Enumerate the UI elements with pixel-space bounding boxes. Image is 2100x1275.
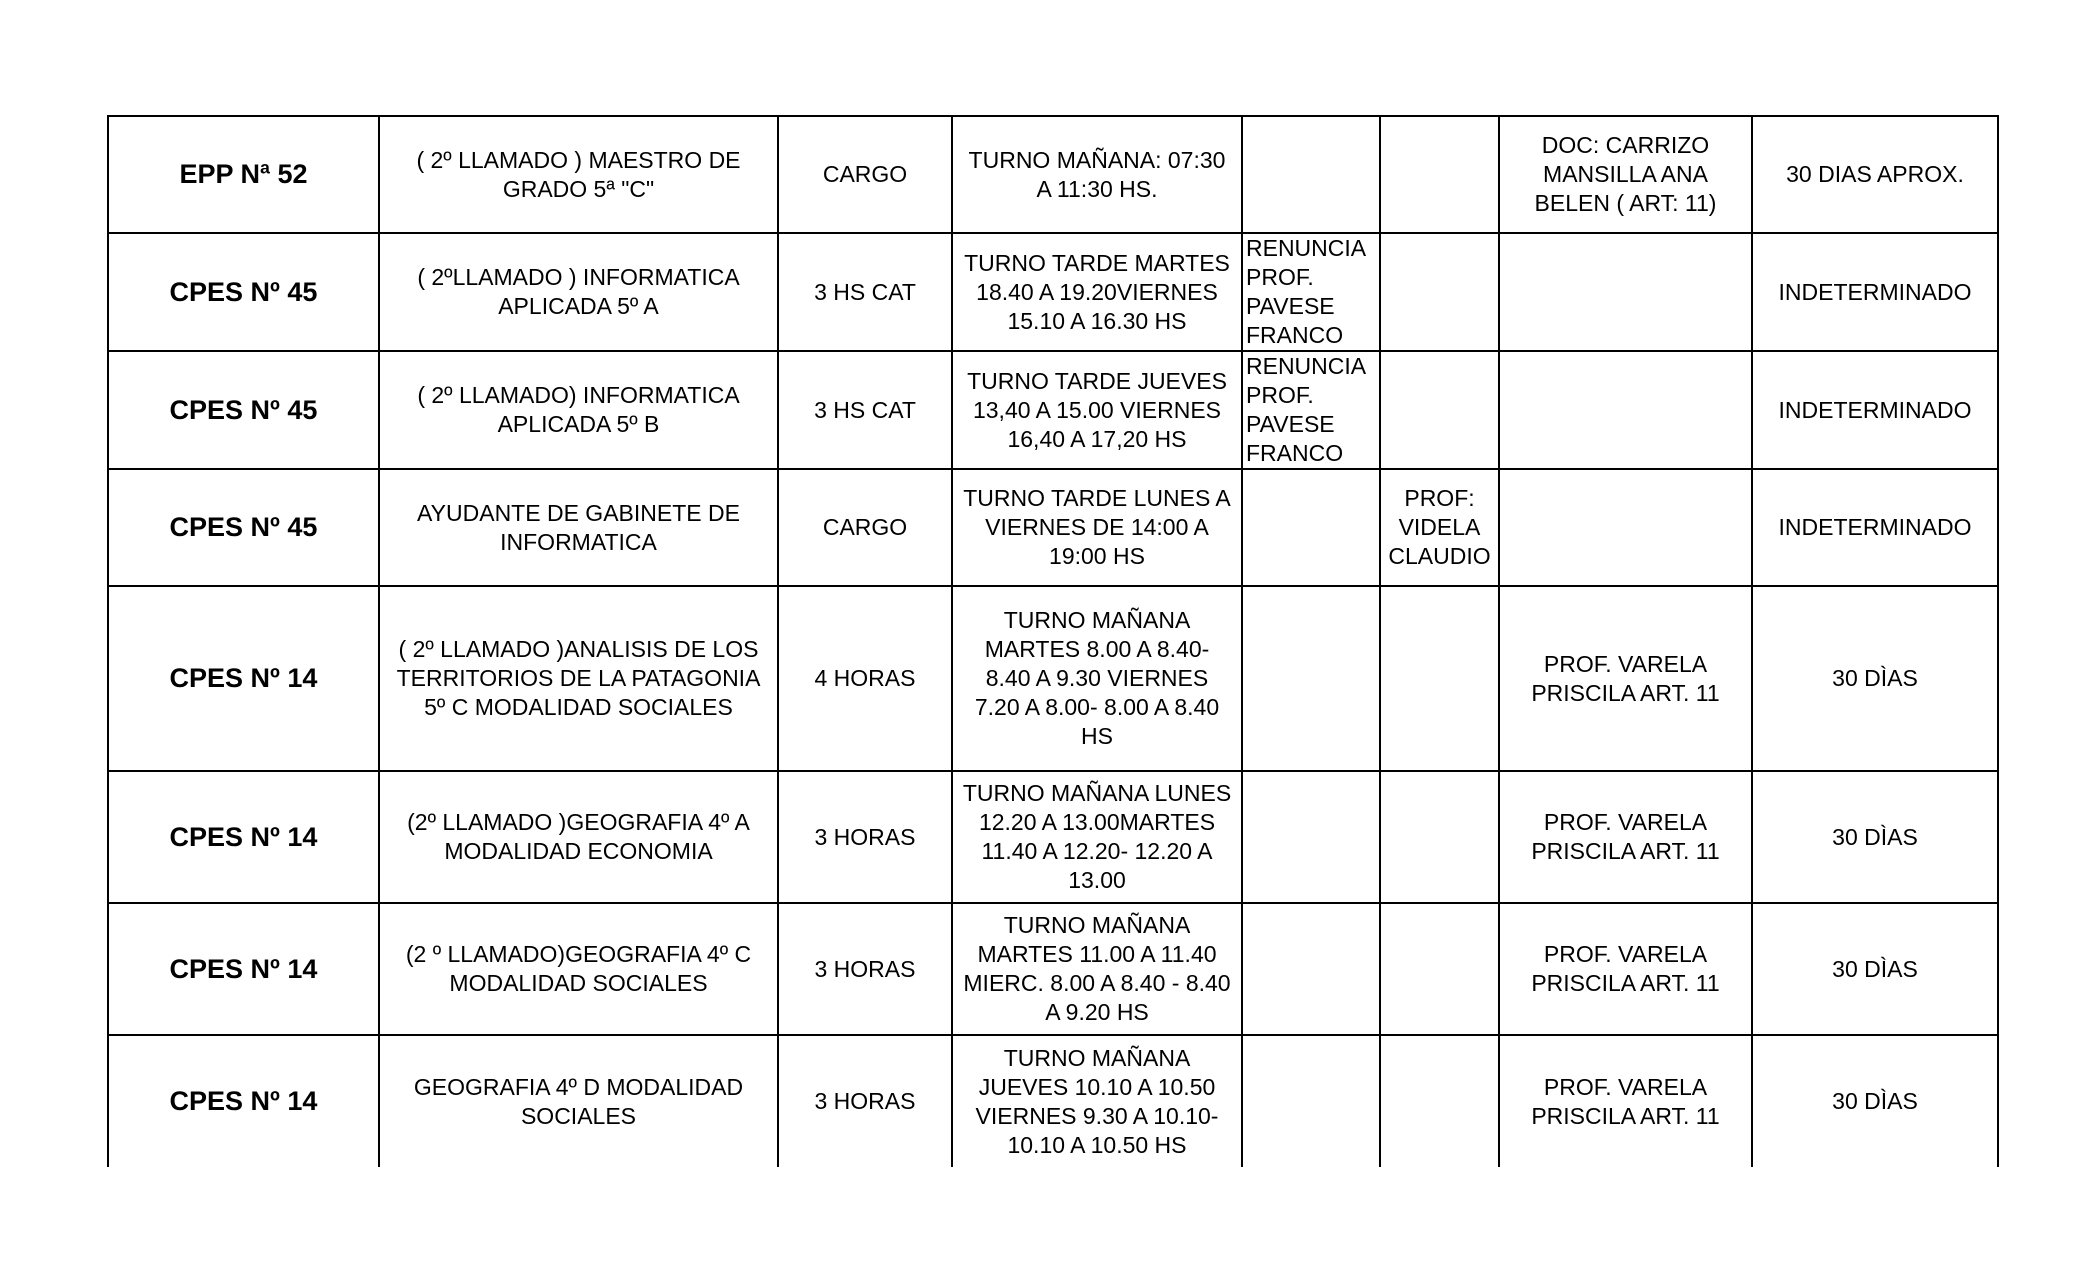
duration-cell: INDETERMINADO	[1752, 351, 1998, 469]
schedule-cell: TURNO TARDE MARTES 18.40 A 19.20VIERNES 15.10 A 16.30 HS	[952, 233, 1242, 351]
replacing-cell: PROF. VARELA PRISCILA ART. 11	[1499, 903, 1752, 1035]
reason-cell	[1242, 469, 1380, 586]
professor-cell	[1380, 1035, 1499, 1167]
professor-cell	[1380, 233, 1499, 351]
table-row	[108, 116, 1998, 233]
hours-cell: 3 HORAS	[778, 771, 952, 903]
subject-cell: AYUDANTE DE GABINETE DE INFORMATICA	[379, 469, 778, 586]
subject-cell: GEOGRAFIA 4º D MODALIDAD SOCIALES	[379, 1035, 778, 1167]
hours-cell: 3 HS CAT	[778, 351, 952, 469]
schedule-cell: TURNO TARDE LUNES A VIERNES DE 14:00 A 19:00 HS	[952, 469, 1242, 586]
hours-cell: 3 HORAS	[778, 903, 952, 1035]
reason-cell	[1242, 586, 1380, 771]
table-row	[108, 1035, 1998, 1167]
replacing-cell: PROF. VARELA PRISCILA ART. 11	[1499, 1035, 1752, 1167]
professor-cell	[1380, 771, 1499, 903]
hours-cell: CARGO	[778, 469, 952, 586]
replacing-cell	[1499, 233, 1752, 351]
table-row	[108, 233, 1998, 351]
replacing-cell: DOC: CARRIZO MANSILLA ANA BELEN ( ART: 11)	[1499, 116, 1752, 233]
professor-cell	[1380, 586, 1499, 771]
school-cell: CPES Nº 14	[108, 586, 379, 771]
professor-cell	[1380, 351, 1499, 469]
reason-cell	[1242, 1035, 1380, 1167]
duration-cell: 30 DÌAS	[1752, 771, 1998, 903]
subject-cell: (2º LLAMADO )GEOGRAFIA 4º A MODALIDAD ECONOMIA	[379, 771, 778, 903]
school-cell: CPES Nº 14	[108, 903, 379, 1035]
subject-cell: ( 2º LLAMADO ) MAESTRO DE GRADO 5ª "C"	[379, 116, 778, 233]
table-row	[108, 469, 1998, 586]
subject-cell: ( 2º LLAMADO )ANALISIS DE LOS TERRITORIOS DE LA PATAGONIA 5º C MODALIDAD SOCIALES	[379, 586, 778, 771]
replacing-cell	[1499, 351, 1752, 469]
subject-cell: (2 º LLAMADO)GEOGRAFIA 4º C MODALIDAD SOCIALES	[379, 903, 778, 1035]
professor-cell	[1380, 116, 1499, 233]
school-cell: CPES Nº 14	[108, 1035, 379, 1167]
vacancy-table	[107, 115, 1999, 1167]
duration-cell: INDETERMINADO	[1752, 233, 1998, 351]
replacing-cell: PROF. VARELA PRISCILA ART. 11	[1499, 771, 1752, 903]
school-cell: CPES Nº 14	[108, 771, 379, 903]
schedule-cell: TURNO TARDE JUEVES 13,40 A 15.00 VIERNES 16,40 A 17,20 HS	[952, 351, 1242, 469]
schedule-cell: TURNO MAÑANA: 07:30 A 11:30 HS.	[952, 116, 1242, 233]
schedule-cell: TURNO MAÑANA JUEVES 10.10 A 10.50 VIERNES 9.30 A 10.10- 10.10 A 10.50 HS	[952, 1035, 1242, 1167]
schedule-cell: TURNO MAÑANA MARTES 8.00 A 8.40- 8.40 A 9.30 VIERNES 7.20 A 8.00- 8.00 A 8.40 HS	[952, 586, 1242, 771]
reason-cell	[1242, 903, 1380, 1035]
table-row	[108, 586, 1998, 771]
duration-cell: 30 DÌAS	[1752, 1035, 1998, 1167]
school-cell: CPES Nº 45	[108, 351, 379, 469]
subject-cell: ( 2º LLAMADO) INFORMATICA APLICADA 5º B	[379, 351, 778, 469]
reason-cell	[1242, 771, 1380, 903]
table-row	[108, 903, 1998, 1035]
replacing-cell	[1499, 469, 1752, 586]
duration-cell: 30 DÌAS	[1752, 586, 1998, 771]
table-row	[108, 351, 1998, 469]
reason-cell: RENUNCIA PROF. PAVESE FRANCO	[1242, 351, 1380, 469]
professor-cell: PROF: VIDELA CLAUDIO	[1380, 469, 1499, 586]
duration-cell: 30 DÌAS	[1752, 903, 1998, 1035]
school-cell: EPP Nª 52	[108, 116, 379, 233]
schedule-cell: TURNO MAÑANA MARTES 11.00 A 11.40 MIERC. 8.00 A 8.40 - 8.40 A 9.20 HS	[952, 903, 1242, 1035]
professor-cell	[1380, 903, 1499, 1035]
duration-cell: 30 DIAS APROX.	[1752, 116, 1998, 233]
hours-cell: 4 HORAS	[778, 586, 952, 771]
school-cell: CPES Nº 45	[108, 469, 379, 586]
replacing-cell: PROF. VARELA PRISCILA ART. 11	[1499, 586, 1752, 771]
reason-cell	[1242, 116, 1380, 233]
table-row	[108, 771, 1998, 903]
hours-cell: 3 HORAS	[778, 1035, 952, 1167]
subject-cell: ( 2ºLLAMADO ) INFORMATICA APLICADA 5º A	[379, 233, 778, 351]
schedule-cell: TURNO MAÑANA LUNES 12.20 A 13.00MARTES 11.40 A 12.20- 12.20 A 13.00	[952, 771, 1242, 903]
hours-cell: 3 HS CAT	[778, 233, 952, 351]
duration-cell: INDETERMINADO	[1752, 469, 1998, 586]
hours-cell: CARGO	[778, 116, 952, 233]
school-cell: CPES Nº 45	[108, 233, 379, 351]
reason-cell: RENUNCIA PROF. PAVESE FRANCO	[1242, 233, 1380, 351]
